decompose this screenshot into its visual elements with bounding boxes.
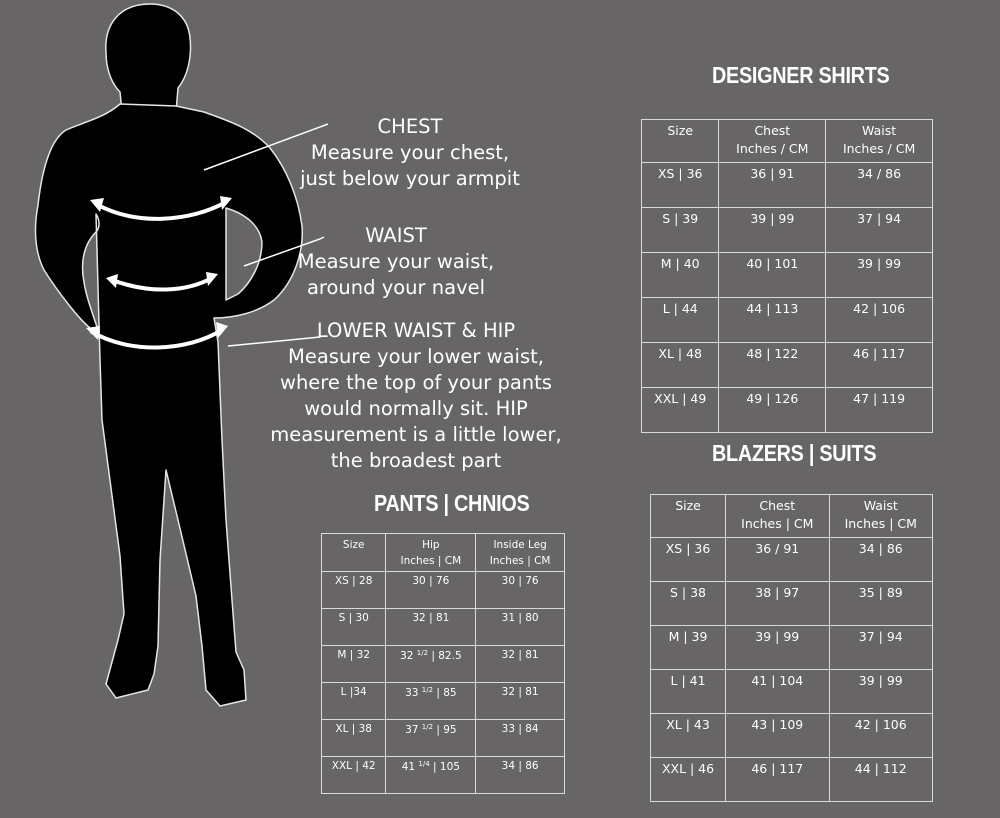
table-cell: 30 | 76 [386,572,476,609]
table-cell: 39 | 99 [829,670,932,714]
table-cell: 41 $^{1/4}$ | 105 [386,757,476,794]
table-row [322,572,565,609]
table-cell: 32 | 81 [386,609,476,646]
table-cell: 39 | 99 [826,253,933,298]
table-row [651,758,933,802]
table-row [642,298,933,343]
size-header: Size [651,495,726,538]
size-header: Size [642,120,719,163]
table-cell: M | 40 [642,253,719,298]
table-header-row [322,534,565,572]
table-cell: S | 38 [651,582,726,626]
size-header: Size [322,534,386,572]
table-cell: XS | 36 [651,538,726,582]
table-cell: 46 | 117 [826,343,933,388]
waist-line-2: around your navel [306,276,486,299]
table-row [642,208,933,253]
table-cell: 34 | 86 [829,538,932,582]
table-cell: 36 / 91 [726,538,829,582]
table-cell: 31 | 80 [476,609,565,646]
table-cell: 47 | 119 [826,388,933,433]
table-row [651,670,933,714]
blazers-rows [651,538,933,802]
table-row [322,646,565,683]
table-row [642,343,933,388]
waist-header: Waist Inches / CM [826,120,933,163]
table-row [651,538,933,582]
table-row [651,626,933,670]
table-cell: XXL | 46 [651,758,726,802]
table-row [322,720,565,757]
table-cell: M | 32 [322,646,386,683]
hip-line-4: measurement is a little lower, [270,423,562,446]
pants-title: PANTS | CHNIOS [374,490,530,516]
chest-header: Chest Inches | CM [726,495,829,538]
table-cell: S | 39 [642,208,719,253]
hip-line-1: Measure your lower waist, [288,345,544,368]
table-cell: XS | 36 [642,163,719,208]
table-cell: 38 | 97 [726,582,829,626]
table-cell: 48 | 122 [719,343,826,388]
table-cell: 34 | 86 [476,757,565,794]
table-header-row [651,495,933,538]
table-cell: 37 | 94 [829,626,932,670]
table-cell: 33 | 84 [476,720,565,757]
table-row [642,253,933,298]
table-cell: XXL | 49 [642,388,719,433]
table-cell: L | 44 [642,298,719,343]
hip-header: Hip Inches | CM [386,534,476,572]
table-cell: XL | 38 [322,720,386,757]
table-row [642,388,933,433]
table-row [642,163,933,208]
table-cell: 37 $^{1/2}$ | 95 [386,720,476,757]
table-cell: S | 30 [322,609,386,646]
table-cell: M | 39 [651,626,726,670]
table-cell: 30 | 76 [476,572,565,609]
table-row [651,714,933,758]
table-cell: XL | 48 [642,343,719,388]
table-cell: 32 | 81 [476,646,565,683]
waist-header: Waist Inches | CM [829,495,932,538]
table-cell: 37 | 94 [826,208,933,253]
table-row [651,582,933,626]
waist-label [276,223,516,301]
chest-line-1: Measure your chest, [310,141,510,164]
table-cell: 39 | 99 [719,208,826,253]
hip-line-3: would normally sit. HIP [304,397,528,420]
table-row [322,757,565,794]
inside-leg-header: Inside Leg Inches | CM [476,534,565,572]
table-cell: L |34 [322,683,386,720]
table-cell: L | 41 [651,670,726,714]
chest-header: Chest Inches / CM [719,120,826,163]
table-row [322,683,565,720]
hip-line-2: where the top of your pants [280,371,552,394]
table-row [322,609,565,646]
chest-line-2: just below your armpit [300,167,520,190]
table-cell: 42 | 106 [829,714,932,758]
table-cell: 33 $^{1/2}$ | 85 [386,683,476,720]
hip-heading: LOWER WAIST & HIP [316,319,516,342]
shirts-rows [642,163,933,433]
shirts-title: DESIGNER SHIRTS [712,62,890,88]
table-cell: 35 | 89 [829,582,932,626]
waist-heading: WAIST [365,224,427,247]
waist-line-1: Measure your waist, [297,250,495,273]
chest-heading: CHEST [377,115,443,138]
table-cell: 42 | 106 [826,298,933,343]
table-cell: 44 | 113 [719,298,826,343]
shirts-size-table [641,119,933,433]
table-cell: 39 | 99 [726,626,829,670]
table-cell: 46 | 117 [726,758,829,802]
table-cell: 44 | 112 [829,758,932,802]
chest-label [290,114,530,192]
pants-size-table [321,533,565,794]
table-cell: 49 | 126 [719,388,826,433]
table-cell: XXL | 42 [322,757,386,794]
table-cell: 32 | 81 [476,683,565,720]
hip-label [266,318,566,474]
table-cell: 41 | 104 [726,670,829,714]
table-header-row [642,120,933,163]
pants-rows [322,572,565,794]
table-cell: 34 / 86 [826,163,933,208]
blazers-size-table [650,494,933,802]
table-cell: 40 | 101 [719,253,826,298]
table-cell: 36 | 91 [719,163,826,208]
table-cell: 32 $^{1/2}$ | 82.5 [386,646,476,683]
table-cell: XS | 28 [322,572,386,609]
table-cell: XL | 43 [651,714,726,758]
table-cell: 43 | 109 [726,714,829,758]
hip-line-5: the broadest part [330,449,502,472]
blazers-title: BLAZERS | SUITS [712,440,877,466]
